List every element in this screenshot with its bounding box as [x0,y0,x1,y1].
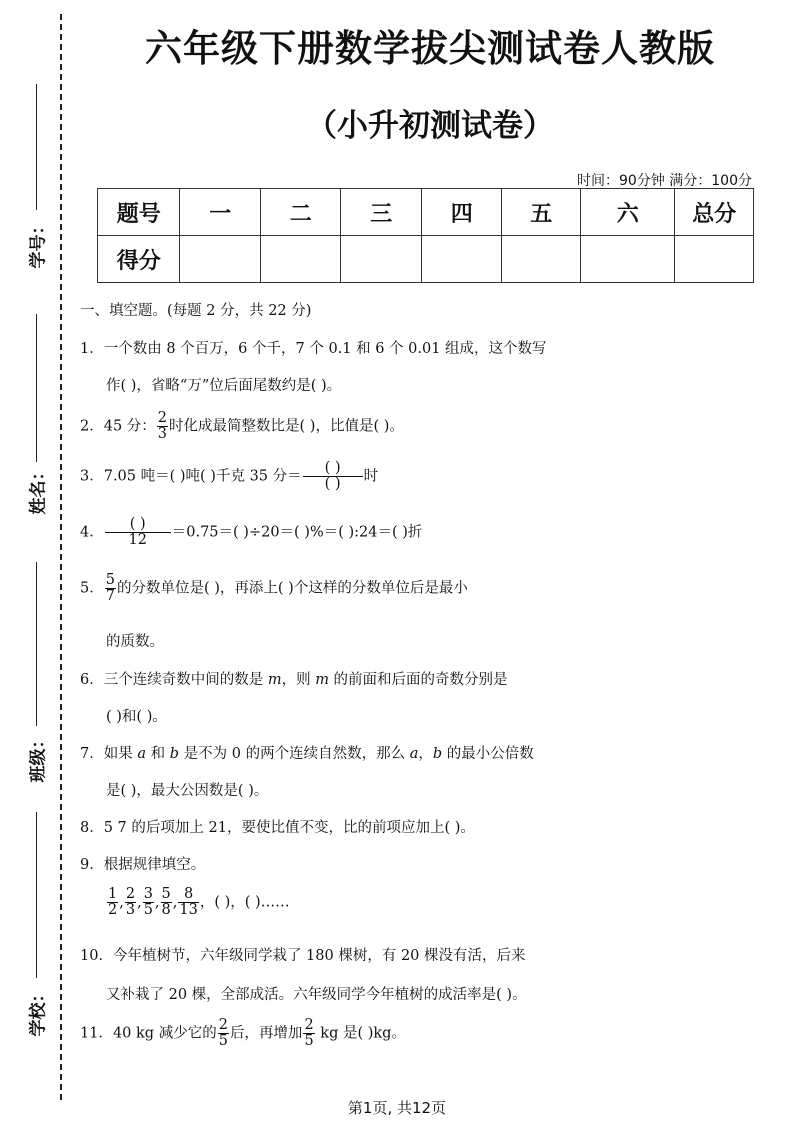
fraction [143,887,154,918]
numerator-blank[interactable]: ( ) [303,461,363,477]
question-3 [80,461,378,492]
score-row-label: 得分 [98,236,180,283]
denominator: 3 [125,902,136,919]
question-6-text: 的前面和后面的奇数分别是 [328,672,508,688]
question-6-line-1 [80,668,508,689]
fraction [105,517,171,548]
class-label: 班级： [28,731,49,783]
fraction [157,411,168,442]
question-10-line-1: 10．今年植树节，六年级同学栽了 180 棵树，有 20 棵没有活，后来 [80,948,526,964]
question-3-prefix: 3．7.05 吨＝( )吨( )千克 35 分＝ [80,468,302,485]
question-5-prefix: 5． [80,580,104,597]
denominator: 5 [304,1033,314,1050]
denominator: 13 [179,902,198,919]
school-field [14,812,58,1042]
question-7-line-1 [80,742,534,763]
student-id-blank[interactable] [36,84,37,210]
score-cell[interactable] [421,236,502,283]
score-cell[interactable] [180,236,261,283]
header-cell: 一 [180,189,261,236]
variable-a: a [409,746,419,762]
class-blank[interactable] [36,562,37,726]
denominator: 8 [161,902,171,919]
variable-m: m [315,672,329,688]
question-7-text: 和 [146,746,170,762]
header-cell: 四 [421,189,502,236]
question-3-suffix: 时 [363,468,379,485]
question-2-prefix: 2．45 分： [80,418,156,435]
denominator: 5 [218,1033,228,1050]
score-table-header-row [98,189,754,236]
question-1-line-1: 1．一个数由 8 个百万，6 个千，7 个 0.1 和 6 个 0.01 组成，这个数写 [80,341,547,357]
header-cell: 六 [581,189,675,236]
section-heading: 一、填空题。(每题 2 分，共 22 分) [80,303,312,319]
fraction [178,887,198,918]
question-11-text: kg 是( )kg。 [315,1025,406,1042]
question-11-text: 11．40 kg 减少它的 [80,1025,217,1042]
question-4 [80,517,422,548]
question-7-text: 的最小公倍数 [442,746,534,762]
variable-b: b [432,746,443,762]
question-11 [80,1018,406,1049]
score-cell[interactable] [260,236,341,283]
denominator-blank[interactable]: ( ) [324,476,341,493]
denominator: 2 [108,902,118,919]
exam-meta: 时间：90分钟 满分：100分 [577,173,752,189]
fraction [218,1018,229,1049]
name-field [14,314,58,524]
denominator: 12 [128,532,147,549]
fraction [161,887,172,918]
page-title: 六年级下册数学拔尖测试卷人教版 [145,27,715,70]
student-id-label: 学号： [28,217,49,269]
question-6-text: 6．三个连续奇数中间的数是 [80,672,268,688]
numerator: 1 [108,886,118,902]
question-4-prefix: 4． [80,524,104,541]
header-cell: 五 [502,189,581,236]
score-cell[interactable] [502,236,581,283]
question-2 [80,411,404,442]
question-6-text: ，则 [281,672,316,688]
school-label: 学校： [28,985,49,1037]
numerator: 2 [304,1017,314,1033]
denominator: 3 [157,426,168,443]
numerator: 5 [161,886,171,902]
page-subtitle: （小升初测试卷） [306,108,554,144]
class-field [14,562,58,782]
separator: , [137,894,142,911]
score-table [97,188,754,283]
fraction [303,1018,314,1049]
binding-dashed-line [60,14,62,1100]
separator: , [154,894,160,911]
question-2-text: 时化成最简整数比是( )，比值是( )。 [169,418,404,435]
numerator: 2 [218,1017,228,1033]
fraction [125,887,136,918]
header-cell: 题号 [98,189,180,236]
name-label: 姓名： [28,463,49,515]
question-10-line-2: 又补栽了 20 棵，全部成活。六年级同学今年植树的成活率是( )。 [106,987,527,1003]
numerator: 2 [157,410,168,426]
score-cell[interactable] [341,236,422,283]
question-5-line-1 [80,573,468,604]
student-id-field [14,84,58,284]
question-11-text: 后，再增加 [229,1025,303,1042]
fraction [303,461,363,492]
fraction [105,573,116,604]
header-cell: 总分 [675,189,754,236]
variable-b: b [169,746,180,762]
name-blank[interactable] [36,314,37,462]
separator: , [119,894,124,911]
fraction [107,887,118,918]
question-9-sequence [106,887,290,918]
question-7-text: ， [418,746,433,762]
question-1-line-2: 作( )，省略“万”位后面尾数约是( )。 [106,378,342,394]
header-cell: 三 [341,189,422,236]
question-5-text: 的分数单位是( )，再添上( )个这样的分数单位后是最小 [116,580,468,597]
question-9: 9．根据规律填空。 [80,857,206,873]
separator: , [172,894,178,911]
denominator: 7 [105,588,115,605]
numerator-blank[interactable]: ( ) [105,517,171,533]
score-cell[interactable] [581,236,675,283]
question-6-line-2: ( )和( )。 [106,709,167,725]
question-9-blanks: ，( )，( )…… [199,894,290,911]
score-cell[interactable] [675,236,754,283]
question-8: 8．5 7 的后项加上 21，要使比值不变，比的前项应加上( )。 [80,820,475,836]
header-cell: 二 [260,189,341,236]
variable-a: a [137,746,146,762]
page-footer: 第1页, 共12页 [347,1099,447,1117]
denominator: 5 [143,902,153,919]
question-7-text: 7．如果 [80,746,138,762]
numerator: 2 [125,886,136,902]
score-table-score-row [98,236,754,283]
variable-m: m [267,672,282,688]
numerator: 5 [105,572,115,588]
question-7-line-2: 是( )，最大公因数是( )。 [106,783,269,799]
question-7-text: 是不为 0 的两个连续自然数，那么 [179,746,410,762]
numerator: 3 [143,886,153,902]
numerator: 8 [178,887,198,903]
question-4-text: ＝0.75＝( )÷20＝( )%＝( ):24＝( )折 [171,524,423,541]
school-blank[interactable] [36,812,37,978]
question-5-line-2: 的质数。 [106,634,164,650]
